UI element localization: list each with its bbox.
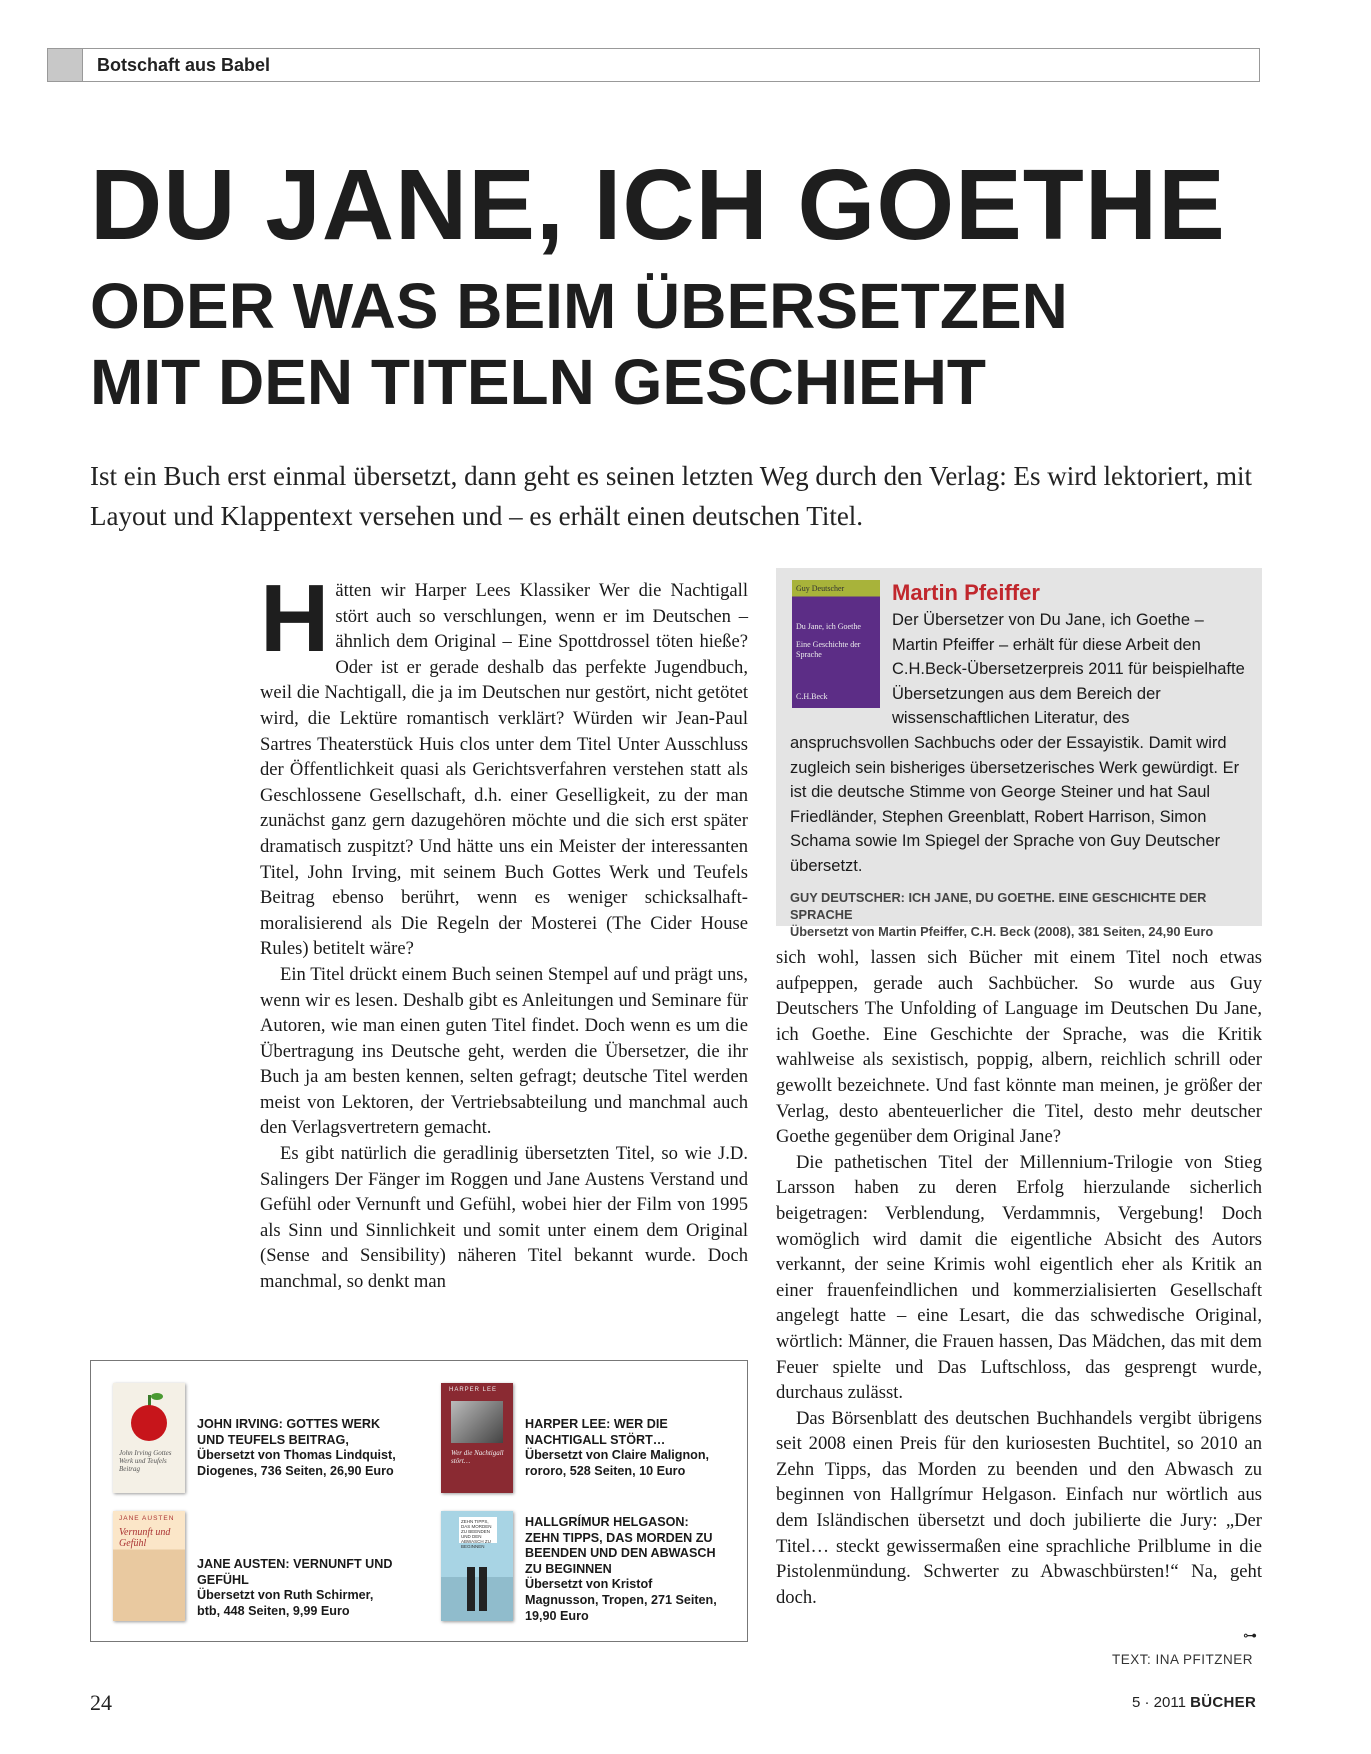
- page-number: 24: [90, 1690, 112, 1715]
- cover-text: ZEHN TIPPS, DAS MORDEN ZU BEENDEN UND DEN ABWASCH ZU BEGINNEN: [459, 1517, 497, 1543]
- magazine-name: BÜCHER: [1190, 1694, 1257, 1711]
- section-marker: [48, 49, 83, 81]
- cover-text-2: Vernunft und Gefühl: [119, 1527, 171, 1549]
- cover-figure: [467, 1567, 487, 1611]
- section-header: [47, 48, 1260, 82]
- subheadline-line-2: MIT DEN TITELN GESCHIEHT: [90, 346, 986, 418]
- cover-publisher: C.H.Beck: [796, 692, 828, 701]
- section-label: Botschaft aus Babel: [97, 55, 271, 75]
- issue-number: 5 · 2011: [1132, 1694, 1186, 1711]
- book-reference: [790, 889, 1252, 940]
- lead-paragraph: Ist ein Buch erst einmal übersetzt, dann geht es seinen letzten Weg durch den Verlag: Es wird lektoriert, mit Layout und Klappentext versehen und – es erhält einen deutschen Titel.: [90, 461, 1252, 531]
- cover-title: Du Jane, ich Goethe: [796, 622, 861, 631]
- headline: DU JANE, ICH GOETHE: [90, 149, 1226, 261]
- book-cover-helgason: [441, 1511, 513, 1621]
- translator-text: Der Übersetzer von Du Jane, ich Goethe – Martin Pfeiffer – erhält für diese Arbeit den C.H.Beck-Übersetzerpreis 2011 für beispielhafte Übersetzungen aus dem Bereich der wissenschaftlichen Literatur, des anspruchsvollen Sachbuchs oder der Essayistik. Damit wird zugleich sein bisheriges übersetzerisches Werk gewürdigt. Er ist die deutsche Stimme von George Steiner und hat Saul Friedländer, Stephen Greenblatt, Robert Harrison, Simon Schama sowie Im Spiegel der Sprache von Guy Deutscher übersetzt.: [790, 611, 1245, 875]
- book-title: HALLGRÍMUR HELGASON: ZEHN TIPPS, DAS MORDEN ZU BEENDEN UND DEN ABWASCH ZU BEGINNEN: [525, 1515, 716, 1576]
- book-title: HARPER LEE: WER DIE NACHTIGALL STÖRT…: [525, 1417, 668, 1447]
- cover-text: HARPER LEE: [449, 1387, 498, 1393]
- book-entry-text: [197, 1417, 397, 1479]
- book-entry-text: [197, 1557, 397, 1619]
- author-credit: TEXT: INA PFITZNER: [1112, 1652, 1254, 1667]
- paragraph-3: Es gibt natürlich die geradlinig übersetzten Titel, so wie J.D. Salingers Der Fänger im Roggen und Jane Austens Verstand und Gefühl oder Vernunft und Gefühl, wobei hier der Film von 1995 als Sinn und Sinnlichkeit und somit unter einem dem Original (Sense and Sensibility) näheren Titel bekannt wurde. Doch manchmal, so denkt man: [260, 1143, 748, 1293]
- book-entry-text: [525, 1417, 725, 1479]
- book-details: Übersetzt von Thomas Lindquist, Diogenes, 736 Seiten, 26,90 Euro: [197, 1448, 396, 1478]
- subheadline-line-1: ODER WAS BEIM ÜBERSETZEN: [90, 270, 1068, 342]
- cover-text-2: Wer die Nachtigall stört…: [451, 1449, 504, 1465]
- book-cover-deutscher: [792, 580, 880, 708]
- book-details: Übersetzt von Ruth Schirmer, btb, 448 Seiten, 9,99 Euro: [197, 1588, 374, 1618]
- end-mark-icon: ⊶: [1243, 1628, 1257, 1644]
- article-column-1: [260, 565, 748, 1295]
- book-entry-text: [525, 1515, 725, 1624]
- cover-subtitle: Eine Geschichte der Sprache: [796, 640, 861, 659]
- book-cover-lee: [441, 1383, 513, 1493]
- issue-info: [1132, 1694, 1256, 1711]
- paragraph-4: sich wohl, lassen sich Bücher mit einem Titel noch etwas aufpeppen, gerade auch Sachbücher. So wurde aus Guy Deutschers The Unfolding of Language im Deutschen Du Jane, ich Goethe. Eine Geschichte der Sprache, was die Kritik wahlweise als sexistisch, poppig, albern, reichlich schrill oder gewollt bezeichnete. Und fast könnte man meinen, je größer der Verlag, desto abenteuerlicher die Titel, desto mehr deutscher Goethe gegenüber dem Original Jane?: [776, 947, 1262, 1148]
- paragraph-2: Ein Titel drückt einem Buch seinen Stempel auf und prägt uns, wenn wir es lesen. Deshalb gibt es Anleitungen und Seminare für Autoren, wie man einen guten Titel findet. Doch wenn es um die Übertragung ins Deutsche geht, werden die Übersetzer, die ihr Buch ja am besten kennen, selten gefragt; deutsche Titel werden meist von Lektoren, der Vertriebsabteilung und manchmal auch den Verlagsvertretern gemacht.: [260, 963, 748, 1139]
- book-details: Übersetzt von Claire Malignon, rororo, 528 Seiten, 10 Euro: [525, 1448, 710, 1478]
- book-reference-details: Übersetzt von Martin Pfeiffer, C.H. Beck (2008), 381 Seiten, 24,90 Euro: [790, 923, 1214, 939]
- cover-author: Guy Deutscher: [796, 584, 845, 593]
- book-cover-irving: [113, 1383, 185, 1493]
- article-column-2: [776, 945, 1262, 1610]
- book-title: JOHN IRVING: GOTTES WERK UND TEUFELS BEITRAG,: [197, 1417, 381, 1447]
- paragraph-1-text: ätten wir Harper Lees Klassiker Wer die Nachtigall stört auch so verschlungen, wenn er im Deutschen – ähnlich dem Original – Eine Spottdrossel töten hieße? Oder ist er gerade deshalb das perfekte Jugendbuch, weil die Nachtigall, die ja im Deutschen nur gestört, nicht getötet wird, die Lektüre romantisch verklärt? Würden wir Jean-Paul Sartres Theaterstück Huis clos unter dem Titel Unter Ausschluss der Öffentlichkeit quasi als Gerichtsverfahren verstehen statt als Geschlossene Gesellschaft, d.h. einer Geselligkeit, zu der man zunächst ganz gern dazugehören möchte und die sich erst später dramatisch zuspitzt? Und hätte uns ein Meister der interessanten Titel, John Irving, mit seinem Buch Gottes Werk und Teufels Beitrag ebenso berührt, wenn es weniger schicksalhaft-moralisierend als Die Regeln der Mosterei (The Cider House Rules) betitelt wäre?: [260, 580, 748, 960]
- cover-text: JANE AUSTEN: [119, 1515, 175, 1522]
- paragraph-6: Das Börsenblatt des deutschen Buchhandels vergibt übrigens seit 2008 einen Preis für den kuriosesten Buchtitel, so 2010 an Zehn Tipps, das Morden zu beenden und den Abwasch zu beginnen von Hallgrímur Helgason. Einfach nur wörtlich aus dem Isländischen übersetzt und doch jubilierte die Jury: „Der Titel… steckt gewissermaßen eine sprachliche Prilblume in die Pistolenmündung. Schwerter zu Abwaschbürsten!“ Na, geht doch.: [776, 1407, 1262, 1608]
- dropcap: H: [260, 565, 330, 672]
- apple-icon: [131, 1405, 167, 1441]
- apple-leaf: [151, 1393, 163, 1400]
- book-list-box: [90, 1360, 748, 1642]
- cover-text: John Irving Gottes Werk und Teufels Beitrag: [119, 1449, 172, 1473]
- book-title: JANE AUSTEN: VERNUNFT UND GEFÜHL: [197, 1557, 393, 1587]
- subheadline: [90, 268, 1280, 420]
- book-details: Übersetzt von Kristof Magnusson, Tropen, 271 Seiten, 19,90 Euro: [525, 1577, 717, 1623]
- book-reference-title: GUY DEUTSCHER: ICH JANE, DU GOETHE. EINE GESCHICHTE DER SPRACHE: [790, 889, 1207, 922]
- translator-name: Martin Pfeiffer: [892, 580, 1040, 605]
- paragraph-5: Die pathetischen Titel der Millennium-Trilogie von Stieg Larsson haben zu deren Erfolg hierzulande sicherlich beigetragen: Verblendung, Verdammnis, Vergebung! Doch womöglich wird damit die eigentliche Absicht des Autors verkannt, der seine Krimis wohl eigentlich eher als Kritik an einer frauenfeindlichen und kommerzialisierten Gesellschaft angelegt hatte – eine Lesart, die das schwedische Original, wörtlich: Männer, die Frauen hassen, Das Mädchen, das mit dem Feuer spielte und Das Luftschloss, das gesprengt wurde, durchaus zulässt.: [776, 1151, 1262, 1404]
- paragraph-1: [260, 565, 748, 962]
- book-cover-austen: [113, 1511, 185, 1621]
- cover-photo: [451, 1401, 503, 1443]
- translator-sidebar: [776, 568, 1262, 939]
